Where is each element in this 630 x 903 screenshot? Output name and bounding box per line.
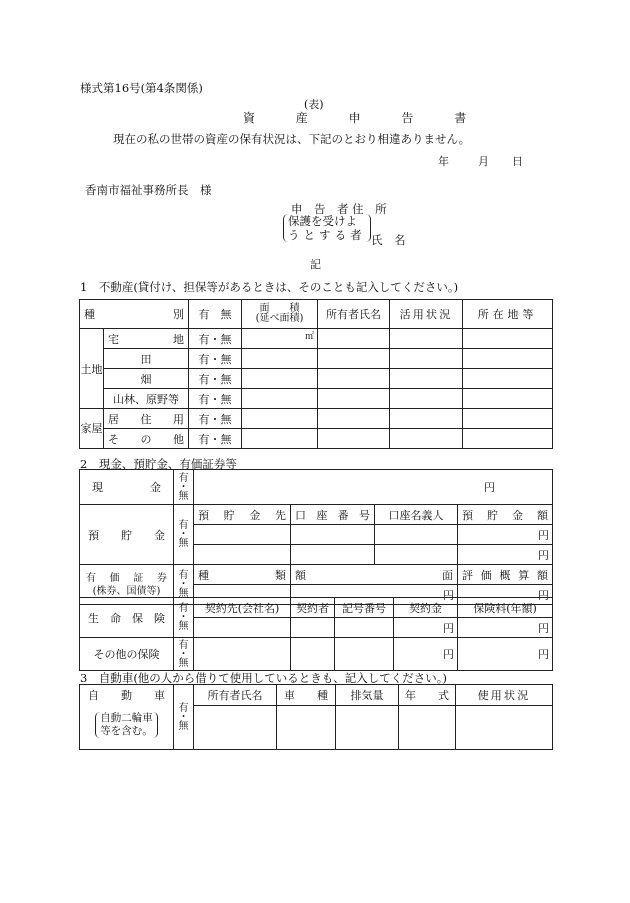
owner-input[interactable]: [318, 349, 390, 369]
header-area-line1: 面 積: [259, 303, 300, 314]
contract-amount-input[interactable]: [394, 638, 458, 671]
yes-no-choice[interactable]: 有・無: [189, 389, 242, 409]
area-input[interactable]: [242, 389, 318, 409]
car-label-cell: [80, 685, 174, 750]
other-insurance-label: その他の保険: [80, 638, 174, 671]
area-input[interactable]: [242, 429, 318, 449]
date-day-label: 日: [512, 155, 523, 168]
yes-option[interactable]: 有: [178, 570, 189, 581]
bank-input[interactable]: [194, 525, 291, 545]
yes-no-choice[interactable]: 有・無: [189, 429, 242, 449]
header-owner: 所有者氏名: [318, 300, 390, 329]
car-owner-input[interactable]: [194, 705, 277, 749]
contract-holder-input[interactable]: [291, 618, 335, 638]
location-input[interactable]: [463, 329, 553, 349]
vehicle-table: [79, 684, 553, 750]
form-number: 様式第16号(第4条関係): [80, 81, 203, 95]
header-car-year: 年 式: [399, 685, 456, 706]
holder-input[interactable]: [375, 545, 458, 565]
company-input[interactable]: [194, 638, 291, 671]
usage-input[interactable]: [390, 429, 463, 449]
car-year-input[interactable]: [399, 705, 456, 749]
yen-unit: 円: [538, 528, 549, 542]
yes-option[interactable]: 有: [178, 603, 189, 614]
location-input[interactable]: [463, 429, 553, 449]
location-input[interactable]: [463, 389, 553, 409]
header-has: 有 無: [189, 300, 242, 329]
company-input[interactable]: [194, 618, 291, 638]
yes-option[interactable]: 有: [178, 639, 189, 651]
date-month-label: 月: [478, 155, 489, 168]
no-option[interactable]: 無: [178, 490, 189, 502]
group-house-label: 家屋: [80, 409, 104, 449]
life-insurance-label: 生命保険: [80, 598, 174, 638]
yen-unit: 円: [443, 621, 454, 635]
area-input[interactable]: [242, 409, 318, 429]
securities-line1: 有価証券: [86, 572, 167, 584]
yen-unit: 円: [538, 548, 549, 562]
owner-input[interactable]: [318, 389, 390, 409]
yes-no-choice[interactable]: 有・無: [189, 349, 242, 369]
cash-yes-no[interactable]: [174, 470, 194, 505]
yen-unit: 円: [538, 588, 549, 602]
location-input[interactable]: [463, 409, 553, 429]
contract-holder-input[interactable]: [291, 638, 335, 671]
declarant-bracket: [283, 214, 371, 242]
premium-input[interactable]: [458, 638, 553, 671]
separator-dot: ・: [178, 711, 189, 723]
area-input[interactable]: [242, 349, 318, 369]
row-label: 居住用: [104, 409, 189, 429]
section3-heading: 3 自動車(他の人から借りて使用しているときも、記入してください。): [80, 671, 448, 685]
no-option[interactable]: 無: [178, 588, 189, 599]
separator-dot: ・: [178, 579, 189, 590]
no-option[interactable]: 無: [178, 657, 189, 669]
car-note: [80, 712, 173, 738]
yen-unit: 円: [538, 648, 549, 661]
document-title: 資 産 申 告 書: [243, 111, 481, 125]
yen-unit: 円: [484, 481, 495, 494]
yen-unit: 円: [443, 648, 454, 661]
car-usage-input[interactable]: [456, 705, 553, 749]
area-input[interactable]: [242, 369, 318, 389]
owner-input[interactable]: [318, 329, 390, 349]
header-amount: 預貯金額: [458, 505, 553, 525]
amount-input[interactable]: [458, 545, 553, 565]
other-insurance-yes-no[interactable]: [174, 638, 194, 671]
account-input[interactable]: [291, 525, 375, 545]
usage-input[interactable]: [390, 349, 463, 369]
bracket-line1: 保護を受けよ: [288, 214, 357, 228]
amount-input[interactable]: [458, 525, 553, 545]
insurance-table: [79, 597, 553, 671]
premium-input[interactable]: [458, 618, 553, 638]
savings-yes-no[interactable]: [174, 505, 194, 565]
usage-input[interactable]: [390, 389, 463, 409]
owner-input[interactable]: [318, 409, 390, 429]
usage-input[interactable]: [390, 409, 463, 429]
yes-option[interactable]: 有: [178, 472, 189, 484]
header-usage: 活用状況: [390, 300, 463, 329]
yes-no-choice[interactable]: 有・無: [189, 409, 242, 429]
car-label: 自 動 車: [88, 689, 165, 702]
location-input[interactable]: [463, 369, 553, 389]
header-area-line2: (延べ面積): [255, 313, 304, 324]
yes-no-choice[interactable]: 有・無: [189, 329, 242, 349]
savings-label: 預 貯 金: [80, 505, 174, 565]
header-premium: 保険料(年額): [458, 598, 553, 618]
area-input[interactable]: [242, 329, 318, 349]
no-option[interactable]: 無: [178, 621, 189, 632]
code-number-input[interactable]: [335, 618, 394, 638]
yen-unit: 円: [443, 588, 454, 602]
separator-dot: ・: [178, 612, 189, 623]
no-option[interactable]: 無: [178, 538, 189, 549]
bank-input[interactable]: [194, 545, 291, 565]
car-note-line2: 等を含む。: [100, 725, 153, 737]
owner-input[interactable]: [318, 369, 390, 389]
bracket-line2: うとする者: [288, 228, 366, 242]
owner-input[interactable]: [318, 429, 390, 449]
declarant-name-label: 氏 名: [371, 233, 406, 247]
header-face-value: 額 面: [291, 565, 458, 585]
displacement-input[interactable]: [336, 705, 399, 749]
separator-dot: ・: [178, 529, 189, 540]
row-label: 宅 地: [104, 329, 189, 349]
unit-m2: ㎡: [304, 332, 314, 342]
location-input[interactable]: [463, 349, 553, 369]
header-displacement: 排気量: [336, 685, 399, 706]
car-yes-no[interactable]: [174, 685, 194, 750]
usage-input[interactable]: [390, 369, 463, 389]
car-model-input[interactable]: [277, 705, 336, 749]
financial-assets-table: [79, 469, 553, 605]
row-label: 山林、原野等: [104, 389, 189, 409]
section1-heading: 1 不動産(貸付け、担保等があるときは、そのことも記入してください。): [80, 280, 459, 294]
header-company: 契約先(会社名): [194, 598, 291, 618]
code-number-input[interactable]: [335, 638, 394, 671]
separator-dot: ・: [178, 648, 189, 660]
header-kind: 種 別: [80, 300, 189, 329]
declarant-address-label: 申 告 者 住 所: [291, 202, 387, 216]
intro-text: 現在の私の世帯の資産の保有状況は、下記のとおり相違ありません。: [113, 132, 471, 146]
header-securities-kind: 種 類: [194, 565, 291, 585]
header-location: 所在地等: [463, 300, 553, 329]
no-option[interactable]: 無: [178, 720, 189, 732]
header-code-number: 記号番号: [335, 598, 394, 618]
header-car-model: 車 種: [277, 685, 336, 706]
header-contract-amount: 契約金: [394, 598, 458, 618]
yes-option[interactable]: 有: [178, 520, 189, 531]
header-holder: 口座名義人: [375, 505, 458, 525]
contract-amount-input[interactable]: [394, 618, 458, 638]
cash-label: 現 金: [80, 470, 174, 505]
addressee: 香南市福祉事務所長 様: [85, 183, 212, 197]
row-label: その他: [104, 429, 189, 449]
usage-input[interactable]: [390, 329, 463, 349]
row-label: 田: [104, 349, 189, 369]
header-estimated-value: 評価概算額: [458, 565, 553, 585]
cash-amount-input[interactable]: [194, 470, 553, 505]
account-input[interactable]: [291, 545, 375, 565]
separator-dot: ・: [178, 481, 189, 493]
header-contract-holder: 契約者: [291, 598, 335, 618]
header-account: 口座番号: [291, 505, 375, 525]
header-car-owner: 所有者氏名: [194, 685, 277, 706]
yen-unit: 円: [538, 621, 549, 635]
life-insurance-yes-no[interactable]: [174, 598, 194, 638]
header-car-usage: 使用状況: [456, 685, 553, 706]
row-label: 畑: [104, 369, 189, 389]
real-estate-table: [79, 299, 553, 449]
group-land-label: 土地: [80, 329, 104, 409]
section2-heading: 2 現金、預貯金、有価証券等: [80, 457, 237, 471]
header-area: [242, 300, 318, 329]
holder-input[interactable]: [375, 525, 458, 545]
securities-line2: (株券、国債等): [92, 585, 161, 597]
ki-label: 記: [310, 258, 321, 271]
header-bank: 預貯金先: [194, 505, 291, 525]
yes-option[interactable]: 有: [178, 702, 189, 714]
side-label: (表): [304, 98, 324, 111]
car-note-line1: 自動二輪車: [100, 712, 153, 724]
yes-no-choice[interactable]: 有・無: [189, 369, 242, 389]
date-year-label: 年: [438, 155, 449, 168]
